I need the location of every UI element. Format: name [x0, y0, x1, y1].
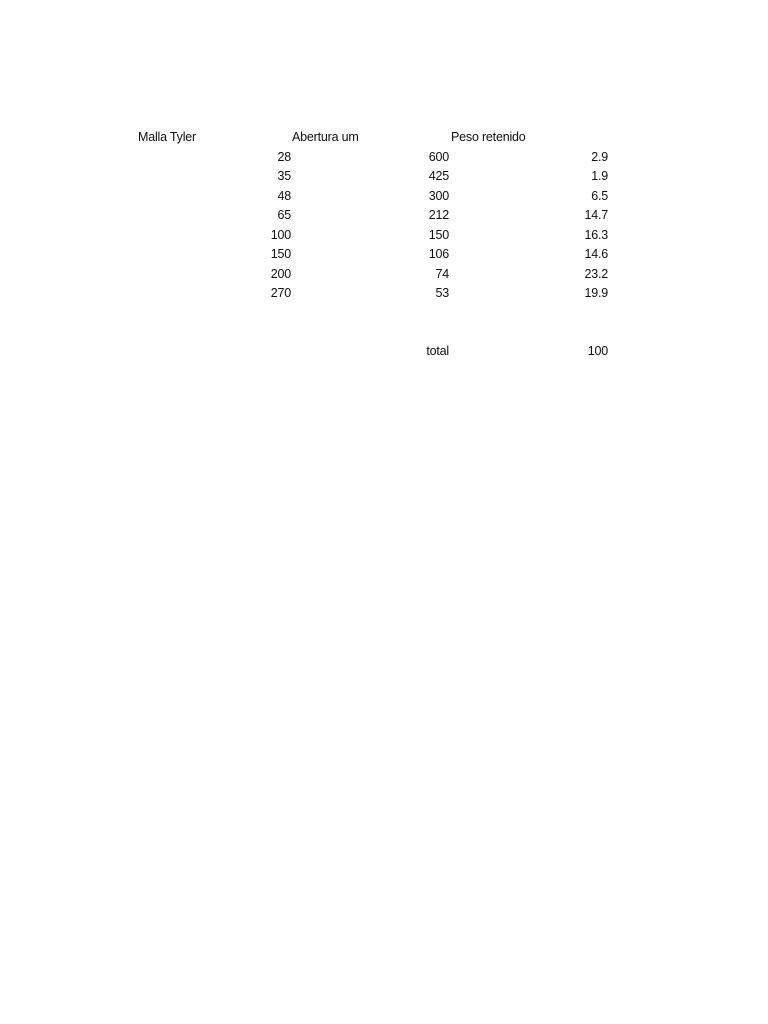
total-label: total	[426, 344, 449, 358]
cell-weight: 1.9	[591, 169, 608, 183]
cell-weight: 14.7	[584, 208, 608, 222]
cell-mesh: 150	[270, 247, 291, 261]
cell-mesh: 48	[277, 189, 291, 203]
cell-weight: 6.5	[591, 189, 608, 203]
cell-mesh: 100	[270, 228, 291, 242]
total-value: 100	[587, 344, 608, 358]
cell-opening: 600	[428, 150, 449, 164]
cell-mesh: 200	[270, 267, 291, 281]
cell-opening: 53	[435, 286, 449, 300]
cell-opening: 300	[428, 189, 449, 203]
cell-opening: 74	[435, 267, 449, 281]
cell-mesh: 28	[277, 150, 291, 164]
cell-opening: 212	[428, 208, 449, 222]
cell-weight: 23.2	[584, 267, 608, 281]
cell-mesh: 65	[277, 208, 291, 222]
cell-opening: 150	[428, 228, 449, 242]
cell-opening: 106	[428, 247, 449, 261]
header-malla-tyler: Malla Tyler	[138, 130, 197, 144]
cell-opening: 425	[428, 169, 449, 183]
cell-weight: 16.3	[584, 228, 608, 242]
cell-weight: 14.6	[584, 247, 608, 261]
header-abertura-um: Abertura um	[292, 130, 359, 144]
cell-mesh: 35	[277, 169, 291, 183]
cell-mesh: 270	[270, 286, 291, 300]
header-peso-retenido: Peso retenido	[451, 130, 526, 144]
cell-weight: 19.9	[584, 286, 608, 300]
cell-weight: 2.9	[591, 150, 608, 164]
